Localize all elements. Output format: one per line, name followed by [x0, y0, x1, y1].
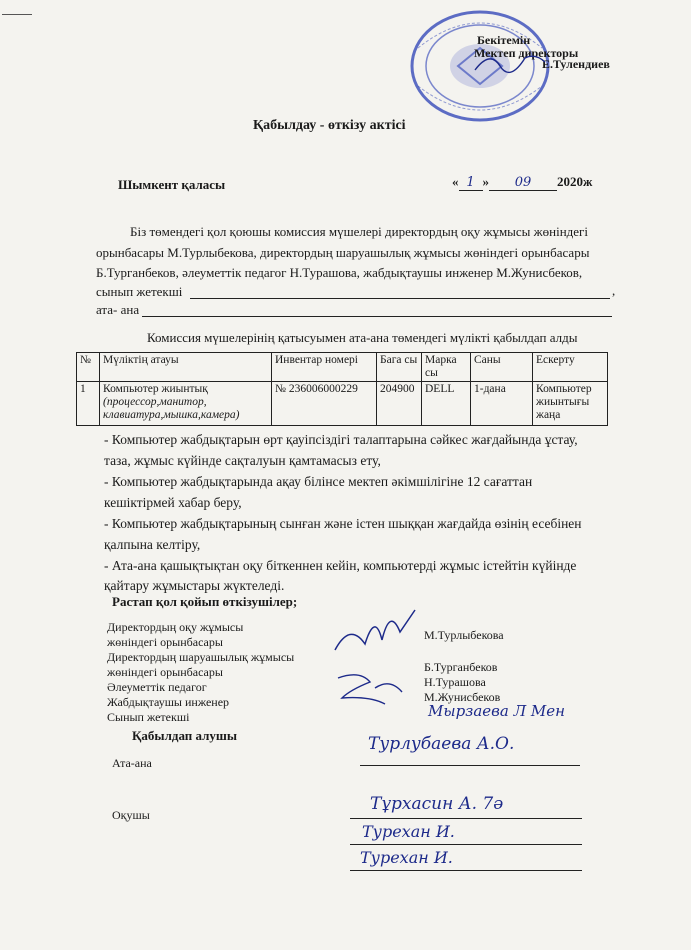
handwritten-student-1: Тұрхасин А. 7ә [370, 794, 504, 814]
date-close-quote: » [482, 174, 489, 189]
condition-line-4: кешіктірмей хабар беру, [104, 495, 242, 510]
approval-line1: Бекітемін [477, 33, 531, 47]
header-num: № [77, 353, 100, 382]
row-num: 1 [77, 382, 100, 426]
row-inventory: № 236006000229 [272, 382, 377, 426]
commission-sentence: Комиссия мүшелерінің қатысуымен ата-ана төмендегі мүлікті қабылдап алды [147, 330, 578, 345]
parent-label: Ата-ана [112, 756, 152, 770]
intro-line-2: орынбасары М.Турлыбекова, директордың шаруашылық жұмысы жөніндегі орынбасары [96, 245, 590, 260]
intro-line-3: Б.Турганбеков, әлеуметтік педагог Н.Турашова, жабдықтаушы инженер М.Жунисбеков, [96, 265, 583, 280]
role-4: жөніндегі орынбасары [107, 665, 223, 679]
date-day: 1 [459, 175, 483, 191]
date-year: 2020ж [557, 174, 593, 189]
role-5: Әлеуметтік педагог [107, 680, 207, 694]
row-note: Компьютер жиынтығы жаңа [533, 382, 608, 426]
name-turganbekov: Б.Турганбеков [424, 660, 498, 674]
condition-line-7: - Ата-ана қашықтықтан оқу біткеннен кейін, компьютерді жұмыс істейтін күйінде [104, 558, 577, 573]
signature-turlybekova [330, 602, 420, 660]
signature-turganbekov [330, 668, 410, 712]
director-signature [470, 48, 550, 78]
assets-table [76, 352, 608, 426]
receiver-heading: Қабылдап алушы [132, 728, 238, 743]
condition-line-5: - Компьютер жабдықтарының сынған және істен шыққан жағдайда өзінің есебінен [104, 516, 582, 531]
row-price: 204900 [377, 382, 422, 426]
table-row [77, 382, 608, 426]
date [452, 174, 592, 191]
condition-line-8: қайтару жұмыстары жүктеледі. [104, 578, 285, 593]
header-qty: Саны [471, 353, 533, 382]
header-price: Бага сы [377, 353, 422, 382]
student-signature-line-2 [350, 844, 582, 845]
name-turashova: Н.Турашова [424, 675, 486, 689]
row-qty: 1-дана [471, 382, 533, 426]
role-6: Жабдықтаушы инженер [107, 695, 230, 709]
row-name [100, 382, 272, 426]
role-7: Сынып жетекші [107, 710, 190, 724]
condition-line-1: - Компьютер жабдықтарын өрт қауіпсіздігі талаптарына сәйкес жағдайында ұстау, [104, 432, 578, 447]
handover-heading: Растап қол қойып өткізушілер; [112, 594, 298, 609]
intro-line-1: Біз төмендегі қол қоюшы комиссия мүшелері директордың оқу жұмысы жөніндегі [130, 224, 589, 239]
condition-line-3: - Компьютер жабдықтарында ақау білінсе мектеп әкімшілігіне 12 сағаттан [104, 474, 533, 489]
intro-line-4: сынып жетекші [96, 284, 183, 299]
student-signature-line-1 [350, 818, 582, 819]
class-teacher-line [190, 298, 610, 299]
intro-line-5: ата- ана [96, 302, 140, 317]
page-title: Қабылдау - өткізу актісі [253, 118, 406, 133]
city: Шымкент қаласы [118, 177, 226, 192]
handwritten-parent: Турлубаева А.О. [368, 734, 515, 754]
table-header-row [77, 353, 608, 382]
date-month: 09 [489, 175, 557, 191]
student-label: Оқушы [112, 808, 150, 822]
condition-line-2: таза, жұмыс күйінде сақталуын қамтамасыз ету, [104, 453, 381, 468]
name-zhunisbekov: М.Жунисбеков [424, 690, 501, 704]
parent-signature-line [360, 765, 580, 766]
approval-director-name: Е.Тулендиев [542, 57, 610, 71]
header-name: Мүліктің атауы [100, 353, 272, 382]
parent-line [142, 316, 612, 317]
row-name-title: Компьютер жиынтық [103, 383, 208, 395]
header-inventory: Инвентар номері [272, 353, 377, 382]
header-note: Ескерту [533, 353, 608, 382]
role-1: Директордың оқу жұмысы [107, 620, 244, 634]
corner-mark [2, 14, 32, 15]
handwritten-teacher: Мырзаева Л Мен [428, 702, 566, 720]
role-3: Директордың шаруашылық жұмысы [107, 650, 295, 664]
condition-line-6: қалпына келтіру, [104, 537, 201, 552]
header-brand: Марка сы [422, 353, 471, 382]
approval-line2: Мектеп директоры [474, 46, 579, 60]
row-brand: DELL [422, 382, 471, 426]
student-signature-line-3 [350, 870, 582, 871]
date-open-quote: « [452, 174, 459, 189]
row-name-detail: (процессор,манитор, клавиатура,мышка,камера) [103, 396, 240, 421]
intro-line-4-end: , [612, 283, 616, 298]
role-2: жөніндегі орынбасары [107, 635, 223, 649]
handwritten-student-3: Турехан И. [360, 848, 453, 867]
handwritten-student-2: Турехан И. [362, 822, 455, 841]
name-turlybekova: М.Турлыбекова [424, 628, 504, 642]
